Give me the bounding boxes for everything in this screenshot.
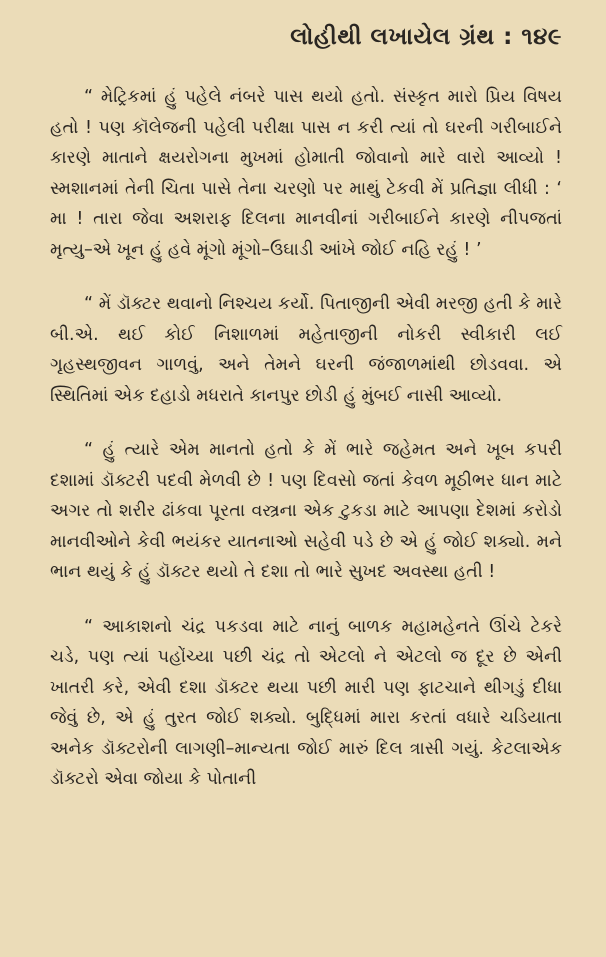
paragraph-1: “ મેટ્રિકમાં હું પહેલે નંબરે પાસ થયો હતો. સંસ્કૃત મારો પ્રિય વિષય હતો ! પણ કૉલેજની પહેલી પરીક્ષા પાસ ન કરી ત્યાં તો ઘરની ગરીબાઈને કારણે માતાને ક્ષયરોગના મુખમાં હોમાતી જોવાનો મારે વારો આવ્યો ! સ્મશાનમાં તેની ચિતા પાસે તેના ચરણો પર માથું ટેકવી મેં પ્રતિજ્ઞા લીધી : ‘ મા ! તારા જેવા અશરાફ દિલના માનવીનાં ગરીબાઈને કારણે નીપજતાં મૃત્યુ–એ ખૂન હું હવે મૂંગો મૂંગો–ઉઘાડી આંખે જોઈ નહિ રહું ! ’ — [50, 87, 562, 260]
paragraph-2: “ મેં ડૉક્ટર થવાનો નિશ્ચય કર્યો. પિતાજીની એવી મરજી હતી કે મારે બી.એ. થઈ કોઈ નિશાળમાં મહેતાજીની નોકરી સ્વીકારી લઈ ગૃહસ્થજીવન ગાળવું, અને તેમને ઘરની જંજાળમાંથી છોડવવા. એ સ્થિતિમાં એક દહાડો મધરાતે કાનપુર છોડી હું મુંબઈ નાસી આવ્યો. — [50, 294, 562, 406]
running-title: લોહીથી લખાયેલ ગ્રંથ : ૧૪૯ — [290, 24, 562, 50]
paragraph-3: “ હું ત્યારે એમ માનતો હતો કે મેં ભારે જહેમત અને ખૂબ કપરી દશામાં ડૉક્ટરી પદવી મેળવી છે ! પણ દિવસો જતાં કેવળ મૂઠીભર ધાન માટે અગર તો શરીર ઢાંકવા પૂરતા વસ્ત્રના એક ટુકડા માટે આપણા દેશમાં કરોડો માનવીઓને કેવી ભયંકર યાતનાઓ સહેવી પડે છે એ હું જોઈ શક્યો. મને ભાન થયું કે હું ડૉક્ટર થયો તે દશા તો ભારે સુખદ અવસ્થા હતી ! — [50, 440, 562, 582]
paragraph-4: “ આકાશનો ચંદ્ર પકડવા માટે નાનું બાળક મહામહેનતે ઊંચે ટેકરે ચડે, પણ ત્યાં પહોંચ્યા પછી ચંદ્ર તો એટલો ને એટલો જ દૂર છે એની ખાતરી કરે, એવી દશા ડૉક્ટર થયા પછી મારી પણ ફાટચાને થીગડું દીધા જેવું છે, એ હું તુરત જોઈ શક્યો. બુદ્ધિમાં મારા કરતાં વધારે ચડિયાતા અનેક ડૉક્ટરોની લાગણી–માન્યતા જોઈ મારું દિલ ત્રાસી ગયું. કેટલાએક ડૉક્ટરો એવા જોયા કે પોતાની — [50, 616, 562, 789]
